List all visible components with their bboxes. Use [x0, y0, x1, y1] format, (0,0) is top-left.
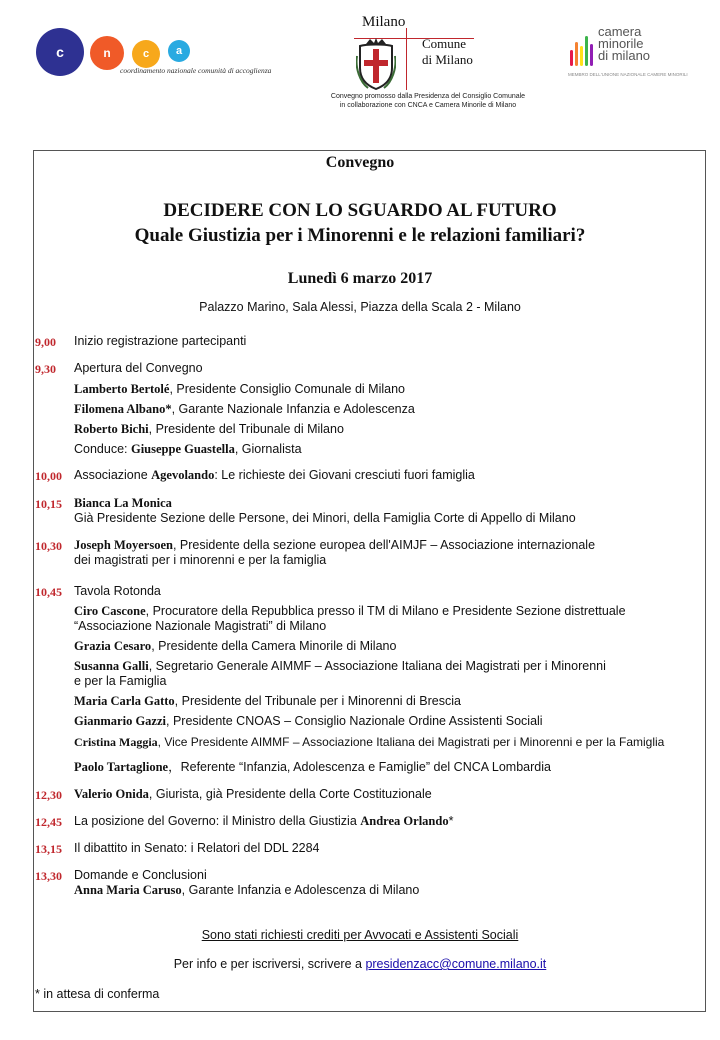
item-suffix: : Le richieste dei Giovani cresciuti fuori famiglia — [214, 468, 475, 482]
time-1000: 10,00 — [35, 469, 62, 483]
speaker-role: , Giurista, già Presidente della Corte Costituzionale — [148, 787, 432, 801]
speaker-gatto — [74, 694, 461, 709]
speaker-onida — [74, 787, 432, 802]
speaker-cascone-role-cont: “Associazione Nazionale Magistrati” di Milano — [74, 619, 327, 633]
speaker-bichi — [74, 422, 344, 437]
speaker-name: Cristina Maggia — [74, 735, 158, 749]
item-senate: Il dibattito in Senato: i Relatori del DDL 2284 — [74, 841, 320, 855]
item-government — [74, 814, 453, 829]
camera-line3: di milano — [598, 48, 651, 63]
speaker-role: , Presidente della sezione europea dell'AIMJF – Associazione internazionale — [172, 538, 596, 552]
speaker-role: , Segretario Generale AIMMF – Associazione Italiana dei Magistrati per i Minorenni — [148, 659, 606, 673]
speaker-moyersoen — [74, 538, 595, 553]
speaker-name: Giuseppe Guastella — [130, 442, 235, 456]
item-suffix: * — [448, 814, 454, 828]
time-930: 9,30 — [35, 362, 56, 376]
cnca-logo-n: n — [90, 36, 124, 70]
speaker-name: Paolo Tartaglione — [74, 760, 169, 774]
milano-word: Milano — [362, 14, 406, 30]
speaker-role: , Giornalista — [234, 442, 302, 456]
cnca-subtitle: coordinamento nazionale comunità di accoglienza — [120, 66, 272, 75]
camera-minorile-logo — [562, 26, 712, 86]
speaker-name: Maria Carla Gatto — [74, 694, 175, 708]
logo-bar — [580, 46, 583, 66]
cnca-logo-c2: c — [132, 40, 160, 68]
speaker-cascone — [74, 604, 626, 619]
speaker-name: Grazia Cesaro — [74, 639, 152, 653]
logo-bar — [590, 44, 593, 66]
speaker-name: Roberto Bichi — [74, 422, 149, 436]
contact-email-link[interactable]: presidenzacc@comune.milano.it — [365, 957, 547, 971]
speaker-guastella — [74, 442, 302, 457]
speaker-galli-role-cont: e per la Famiglia — [74, 674, 167, 688]
speaker-role: , Presidente del Tribunale di Milano — [148, 422, 344, 436]
logo-bar — [575, 42, 578, 66]
time-900: 9,00 — [35, 335, 56, 349]
speaker-la-monica — [74, 496, 172, 511]
speaker-name: Gianmario Gazzi — [74, 714, 166, 728]
speaker-role: , Vice Presidente AIMMF – Associazione Italiana dei Magistrati per i Minorenni e per la Famiglia — [157, 735, 665, 749]
logo-bar — [585, 36, 588, 66]
speaker-role: , Presidente della Camera Minorile di Milano — [151, 639, 397, 653]
comune-label — [422, 36, 473, 68]
item-prefix: La posizione del Governo: il Ministro della Giustizia — [74, 814, 361, 828]
cnca-logo-c1: c — [36, 28, 84, 76]
speaker-maggia — [74, 735, 664, 750]
logo-bar — [570, 50, 573, 66]
cnca-logo-a: a — [168, 40, 190, 62]
speaker-name: Bianca La Monica — [74, 496, 172, 510]
cnca-logo — [36, 28, 286, 88]
item-prefix: Associazione — [74, 468, 152, 482]
speaker-name: Ciro Cascone — [74, 604, 146, 618]
comune-line2: di Milano — [422, 52, 473, 67]
item-opening: Apertura del Convegno — [74, 361, 203, 375]
milano-coat-of-arms-icon — [356, 38, 396, 90]
promoter-note-line2: in collaborazione con CNCA e Camera Minorile di Milano — [339, 102, 517, 109]
org-name: Agevolando — [151, 468, 215, 482]
comune-milano-logo — [318, 8, 538, 118]
time-1315: 13,15 — [35, 842, 62, 856]
contact-text: Per info e per iscriversi, scrivere a — [173, 957, 366, 971]
promoter-note-line1: Convegno promosso dalla Presidenza del Consiglio Comunale — [330, 93, 526, 100]
speaker-role: , Procuratore della Repubblica presso il TM di Milano e Presidente Sezione distrettuale — [145, 604, 626, 618]
item-conclusions: Domande e Conclusioni — [74, 868, 207, 882]
event-date: Lunedì 6 marzo 2017 — [287, 270, 433, 287]
time-1030: 10,30 — [35, 539, 62, 553]
speaker-role: , Garante Nazionale Infanzia e Adolescenza — [171, 402, 415, 416]
speaker-name: Lamberto Bertolé — [74, 382, 170, 396]
speaker-moyersoen-role-cont: dei magistrati per i minorenni e per la famiglia — [74, 553, 327, 567]
time-1015: 10,15 — [35, 497, 62, 511]
speaker-gazzi — [74, 714, 543, 729]
time-1230: 12,30 — [35, 788, 62, 802]
event-kind: Convegno — [325, 154, 395, 171]
camera-minorile-text — [598, 26, 650, 62]
time-1330: 13,30 — [35, 869, 62, 883]
speaker-caruso — [74, 883, 419, 898]
camera-line2: minorile — [598, 36, 644, 51]
speaker-albano — [74, 402, 415, 417]
comune-line1: Comune — [422, 36, 467, 51]
camera-subtitle: MEMBRO DELL'UNIONE NAZIONALE CAMERE MINORILI — [568, 72, 688, 77]
speaker-name: Valerio Onida — [74, 787, 149, 801]
item-registration: Inizio registrazione partecipanti — [74, 334, 247, 348]
confirmation-footnote: * in attesa di conferma — [35, 987, 160, 1001]
speaker-role: , Presidente CNOAS – Consiglio Nazionale Ordine Assistenti Sociali — [166, 714, 543, 728]
speaker-name: Joseph Moyersoen — [74, 538, 173, 552]
event-subtitle: Quale Giustizia per i Minorenni e le relazioni familiari? — [134, 225, 586, 246]
item-agevolando — [74, 468, 475, 483]
conduce-label: Conduce: — [74, 442, 131, 456]
speaker-cesaro — [74, 639, 396, 654]
speaker-tartaglione — [74, 760, 551, 775]
event-venue: Palazzo Marino, Sala Alessi, Piazza della Scala 2 - Milano — [199, 300, 521, 314]
speaker-galli — [74, 659, 606, 674]
speaker-role: ，Referente “Infanzia, Adolescenza e Famiglie” del CNCA Lombardia — [168, 760, 551, 774]
camera-line1: camera — [598, 24, 642, 39]
contact-line — [0, 957, 720, 971]
speaker-name: Anna Maria Caruso — [74, 883, 182, 897]
speaker-role: , Presidente Consiglio Comunale di Milano — [169, 382, 405, 396]
speaker-bertole — [74, 382, 405, 397]
speaker-role: , Presidente del Tribunale per i Minorenni di Brescia — [174, 694, 461, 708]
page-header — [0, 0, 720, 120]
speaker-name: Susanna Galli — [74, 659, 149, 673]
promoter-note — [318, 92, 538, 110]
credits-note: Sono stati richiesti crediti per Avvocati e Assistenti Sociali — [201, 928, 519, 942]
time-1045: 10,45 — [35, 585, 62, 599]
speaker-name: Filomena Albano* — [74, 402, 172, 416]
speaker-name: Andrea Orlando — [360, 814, 449, 828]
event-title: DECIDERE CON LO SGUARDO AL FUTURO — [163, 200, 557, 221]
item-round-table: Tavola Rotonda — [74, 584, 161, 598]
time-1245: 12,45 — [35, 815, 62, 829]
speaker-role: , Garante Infanzia e Adolescenza di Milano — [181, 883, 420, 897]
speaker-la-monica-role: Già Presidente Sezione delle Persone, dei Minori, della Famiglia Corte di Appello di Milano — [74, 511, 576, 525]
